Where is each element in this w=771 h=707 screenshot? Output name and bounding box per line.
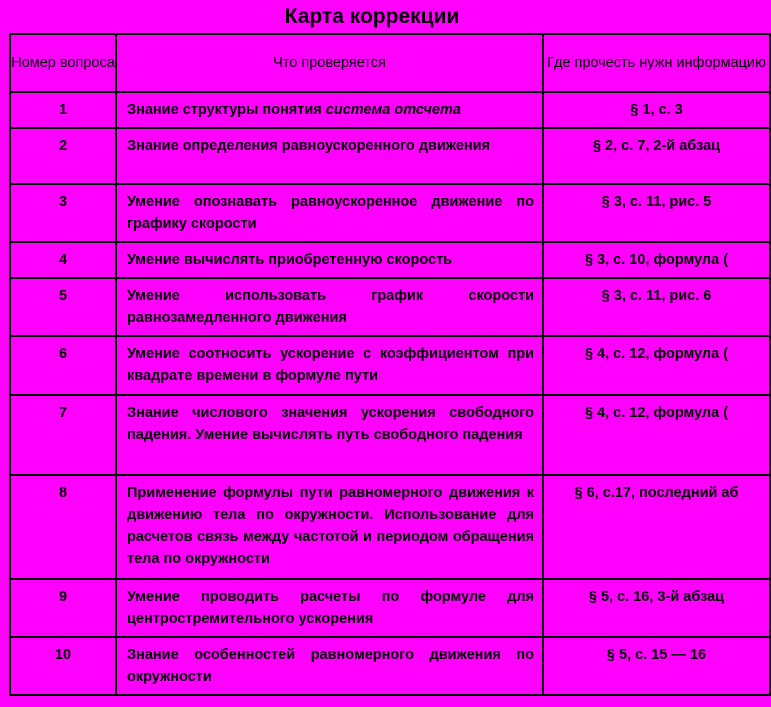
table-header-row [10, 34, 770, 92]
table-row [10, 242, 770, 278]
row-where: § 4, с. 12, формула ( [543, 336, 770, 395]
row-number: 1 [10, 92, 116, 128]
row-what: Знание особенностей равномерного движения по окружности [116, 637, 543, 695]
row-number: 8 [10, 475, 116, 579]
row-where: § 3, с. 10, формула ( [543, 242, 770, 278]
table-row [10, 128, 770, 184]
row-number: 6 [10, 336, 116, 395]
table-row [10, 579, 770, 637]
table-row [10, 395, 770, 475]
row-number: 4 [10, 242, 116, 278]
row-what: Применение формулы пути равномерного движения к движению тела по окружности. Использование для расчетов связь между частотой и периодом обращения тела по окружности [116, 475, 543, 579]
row-what: Умение проводить расчеты по формуле для центростремительного ускорения [116, 579, 543, 637]
row-what: Умение соотносить ускорение с коэффициентом при квадрате времени в формуле пути [116, 336, 543, 395]
header-what-is-checked: Что проверяется [116, 34, 543, 92]
row-where: § 1, с. 3 [543, 92, 770, 128]
row-where: § 5, с. 16, 3-й абзац [543, 579, 770, 637]
row-where: § 3, с. 11, рис. 6 [543, 278, 770, 336]
table-row [10, 278, 770, 336]
header-where-to-read: Где прочесть нужн информацию [543, 34, 770, 92]
row-where: § 2, с. 7, 2-й абзац [543, 128, 770, 184]
row-number: 2 [10, 128, 116, 184]
table-row [10, 637, 770, 695]
row-number: 10 [10, 637, 116, 695]
row-where: § 4, с. 12, формула ( [543, 395, 770, 475]
row-what: Умение вычислять приобретенную скорость [116, 242, 543, 278]
row-what: Знание определения равноускоренного движения [116, 128, 543, 184]
row-what [116, 92, 543, 128]
table-row [10, 184, 770, 242]
row-what: Умение опознавать равноускоренное движение по графику скорости [116, 184, 543, 242]
row-what: Знание числового значения ускорения свободного падения. Умение вычислять путь свободного падения [116, 395, 543, 475]
page-title: Карта коррекции [284, 5, 460, 28]
row-where: § 5, с. 15 — 16 [543, 637, 770, 695]
row-where: § 6, с.17, последний аб [543, 475, 770, 579]
table-row [10, 475, 770, 579]
correction-table [9, 33, 771, 696]
row-number: 7 [10, 395, 116, 475]
table-row [10, 336, 770, 395]
row-number: 3 [10, 184, 116, 242]
table-row [10, 92, 770, 128]
row-number: 5 [10, 278, 116, 336]
row-number: 9 [10, 579, 116, 637]
row-what-term: система отсчета [325, 102, 461, 118]
row-what: Умение использовать график скорости равнозамедленного движения [116, 278, 543, 336]
row-what-text: Знание структуры понятия [127, 102, 322, 118]
header-question-number: Номер вопроса [10, 34, 116, 92]
row-where: § 3, с. 11, рис. 5 [543, 184, 770, 242]
